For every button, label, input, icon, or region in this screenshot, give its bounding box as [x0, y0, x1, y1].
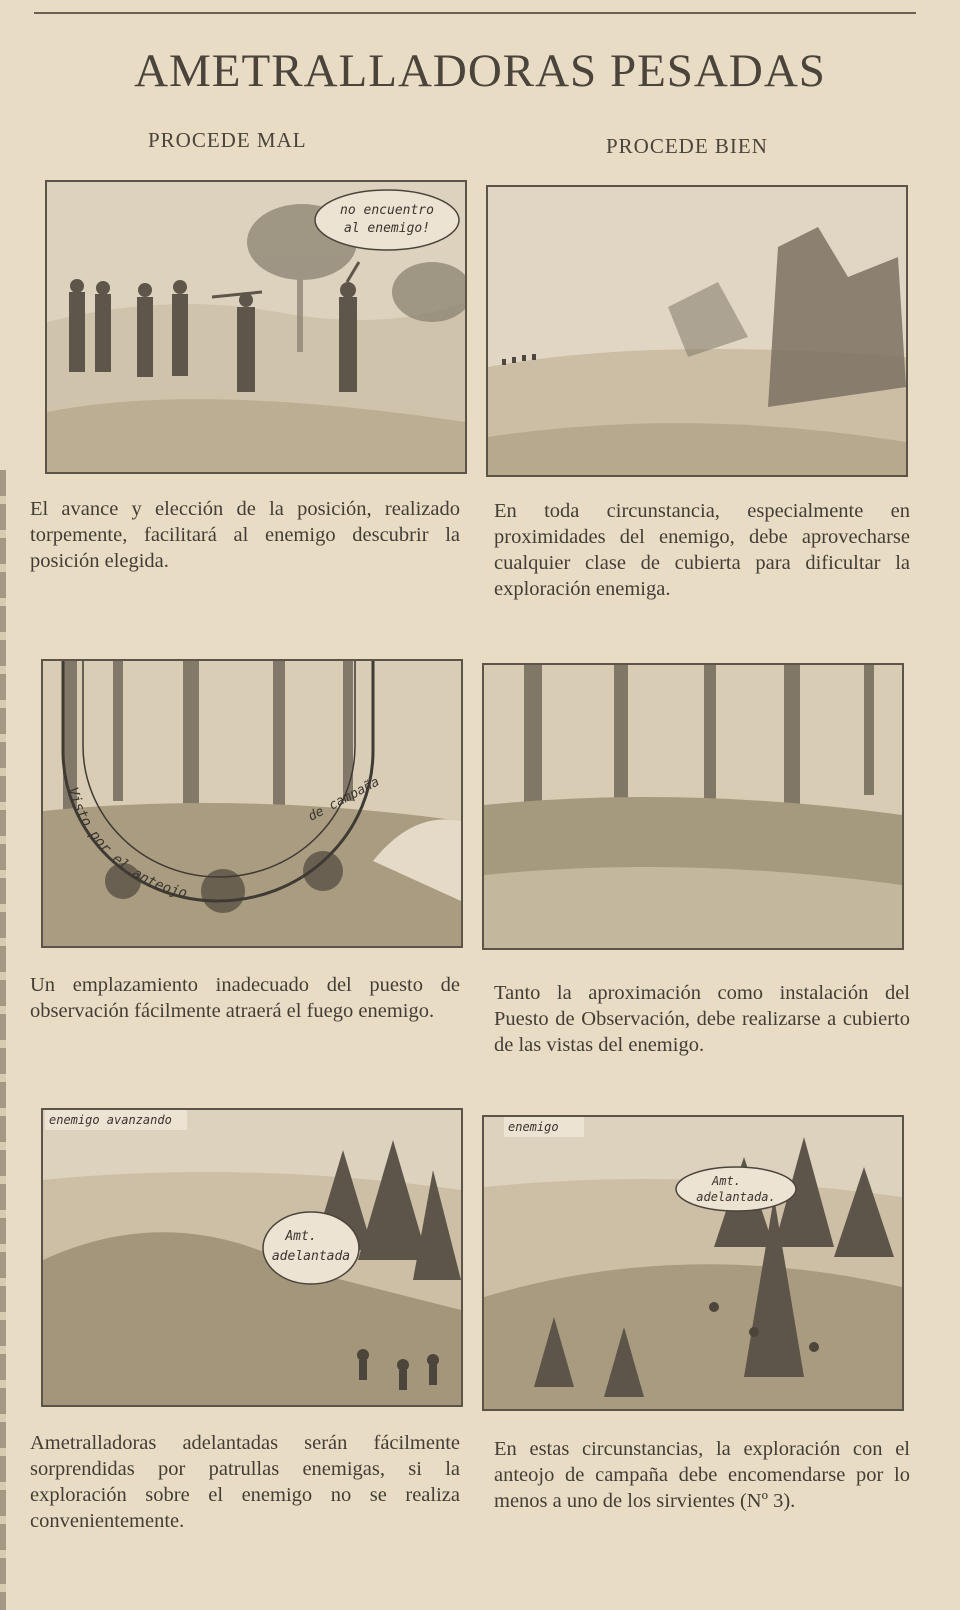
page-title: AMETRALLADORAS PESADAS — [134, 45, 826, 97]
illustration-row2-bad — [41, 659, 463, 948]
column-heading-bad: PROCEDE MAL — [148, 128, 307, 152]
ring-label-part1: Visto por el anteojo — [64, 785, 189, 902]
speech-bubble-line1: no encuentro — [340, 203, 434, 218]
illustration-row2-good — [482, 663, 904, 950]
illustration-row1-good — [486, 185, 908, 477]
column-heading-good: PROCEDE BIEN — [606, 134, 768, 158]
enemy-label: enemigo avanzando — [49, 1113, 172, 1127]
caption-row3-bad: Ametralladoras adelantadas serán fácilmente sorprendidas por patrullas enemigas, si la exploración sobre el enemigo no se realiza convenientemente. — [30, 1432, 460, 1532]
top-rule — [34, 12, 916, 14]
ring-label-part2: de campaña — [305, 774, 382, 825]
bubble-line1: Amt. — [285, 1229, 317, 1244]
caption-row2-bad: Un emplazamiento inadecuado del puesto de observación fácilmente atraerá el fuego enemigo. — [30, 974, 460, 1022]
page-edge-strip — [0, 470, 6, 1610]
speech-bubble-line2: al enemigo! — [343, 221, 431, 236]
bubble-good-line2: adelantada. — [696, 1190, 776, 1204]
illustration-row3-bad — [41, 1108, 463, 1407]
bubble-good-line1: Amt. — [712, 1174, 741, 1188]
caption-row1-good: En toda circunstancia, especialmente en proximidades del enemigo, debe aprovecharse cualquier clase de cubierta para dificultar la exploración enemiga. — [494, 500, 910, 600]
bubble-line2: adelantada — [271, 1249, 351, 1264]
ring-label — [64, 785, 188, 901]
enemy-label-good: enemigo — [508, 1120, 559, 1134]
illustration-row3-good — [482, 1115, 904, 1411]
caption-row3-good: En estas circunstancias, la exploración con el anteojo de campaña debe encomendarse por lo menos a uno de los sirvientes (Nº 3). — [494, 1438, 910, 1512]
caption-row1-bad: El avance y elección de la posición, realizado torpemente, facilitará al enemigo descubrir la posición elegida. — [30, 498, 460, 572]
caption-row2-good: Tanto la aproximación como instalación del Puesto de Observación, debe realizarse a cubierto de las vistas del enemigo. — [494, 982, 910, 1056]
illustration-row1-bad — [45, 180, 467, 474]
